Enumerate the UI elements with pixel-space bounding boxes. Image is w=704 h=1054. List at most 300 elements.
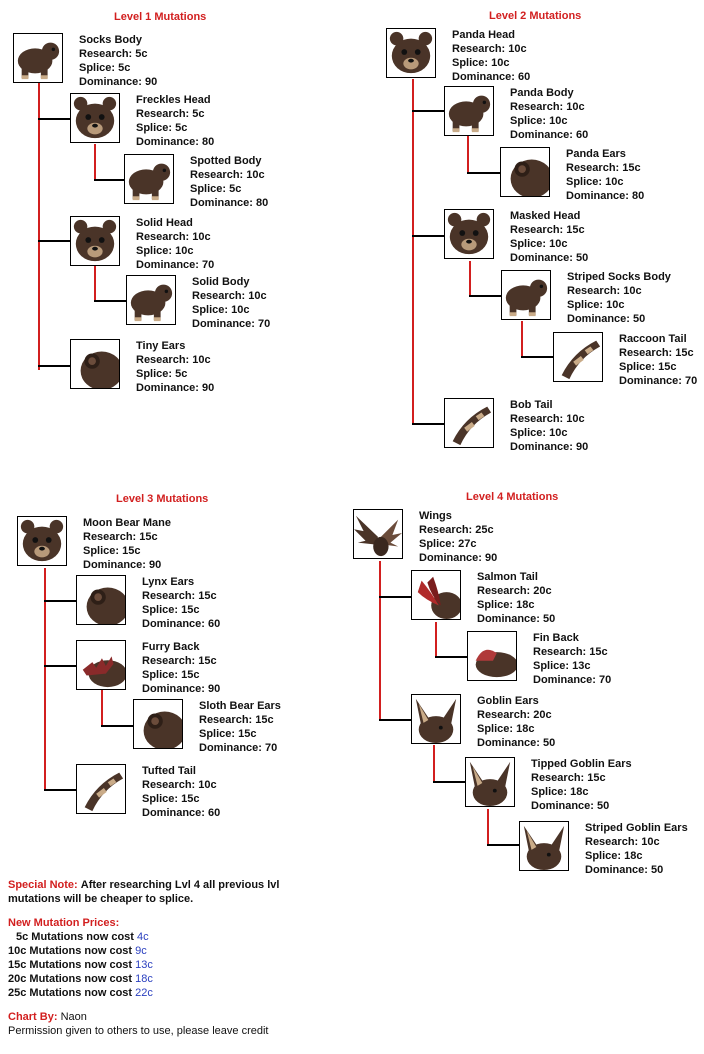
splice-label: Splice: [531, 786, 568, 798]
research-value: 10c [192, 354, 211, 366]
price-to: 13c [135, 959, 153, 971]
dominance-value: 60 [518, 71, 531, 83]
mutation-research [199, 713, 281, 727]
mutation-research [619, 346, 697, 360]
price-to: 18c [135, 973, 153, 985]
dominance-label: Dominance: [419, 552, 482, 564]
mutation-info [566, 147, 644, 203]
dominance-label: Dominance: [619, 375, 682, 387]
special-note-label: Special Note: [8, 879, 78, 891]
mutation-name: Wings [419, 510, 452, 522]
mutation-name: Furry Back [142, 641, 200, 653]
section-title-level-4: Level 4 Mutations [466, 491, 559, 503]
research-value: 10c [623, 285, 642, 297]
mutation-name: Bob Tail [510, 399, 553, 411]
mutation-splice [477, 598, 555, 612]
mutation-info [199, 699, 281, 755]
dominance-label: Dominance: [192, 318, 255, 330]
mutation-dominance [533, 673, 611, 687]
dominance-value: 50 [576, 252, 589, 264]
mutation-splice [192, 303, 270, 317]
research-value: 25c [475, 524, 494, 536]
mutation-research [79, 47, 157, 61]
mutation-info [585, 821, 688, 877]
mutation-info [567, 270, 671, 326]
dominance-value: 80 [256, 197, 269, 209]
mutation-name: Sloth Bear Ears [199, 700, 281, 712]
mutation-research [419, 523, 497, 537]
permission-text: Permission given to others to use, please leave credit [8, 1025, 269, 1037]
splice-label: Splice: [566, 176, 603, 188]
research-label: Research: [585, 836, 639, 848]
mutation-research [136, 107, 214, 121]
mutation-dominance [136, 258, 214, 272]
splice-value: 5c [229, 183, 242, 195]
splice-label: Splice: [190, 183, 227, 195]
dominance-value: 70 [258, 318, 271, 330]
dominance-label: Dominance: [510, 441, 573, 453]
price-from: 20c Mutations now cost [8, 973, 133, 985]
mutation-dominance [142, 682, 220, 696]
bear-head-icon [17, 516, 67, 566]
mutation-research [477, 708, 555, 722]
splice-value: 5c [175, 122, 188, 134]
mutation-splice [510, 426, 588, 440]
price-row [8, 958, 308, 972]
dominance-value: 50 [543, 613, 556, 625]
mutation-name: Tipped Goblin Ears [531, 758, 632, 770]
mutation-dominance [142, 617, 220, 631]
research-label: Research: [619, 347, 673, 359]
dominance-value: 80 [202, 136, 215, 148]
splice-value: 15c [238, 728, 257, 740]
mutation-info [477, 694, 555, 750]
mutation-dominance [419, 551, 497, 565]
mutation-info [619, 332, 697, 388]
splice-value: 10c [549, 238, 568, 250]
mutation-splice [419, 537, 497, 551]
mutation-research [477, 584, 555, 598]
section-title-level-3: Level 3 Mutations [116, 493, 209, 505]
dominance-value: 80 [632, 190, 645, 202]
splice-value: 10c [491, 57, 510, 69]
mutation-name: Lynx Ears [142, 576, 195, 588]
dominance-label: Dominance: [567, 313, 630, 325]
mutation-name: Solid Body [192, 276, 250, 288]
splice-value: 27c [458, 538, 477, 550]
credits [8, 1010, 308, 1038]
price-from: 5c Mutations now cost [16, 931, 134, 943]
tail-icon [76, 764, 126, 814]
pointed-ears-icon [465, 757, 515, 807]
mutation-info [477, 570, 555, 626]
dominance-value: 90 [576, 441, 589, 453]
mutation-dominance [567, 312, 671, 326]
dominance-value: 70 [265, 742, 278, 754]
research-value: 15c [198, 590, 217, 602]
ear-icon [70, 339, 120, 389]
price-to: 4c [137, 931, 149, 943]
mutation-name: Solid Head [136, 217, 193, 229]
research-label: Research: [142, 779, 196, 791]
mutation-splice [510, 237, 588, 251]
mutation-splice [567, 298, 671, 312]
mutation-research [136, 353, 214, 367]
mutation-dominance [83, 558, 171, 572]
tail-icon [553, 332, 603, 382]
research-label: Research: [477, 709, 531, 721]
price-to: 22c [135, 987, 153, 999]
research-label: Research: [142, 590, 196, 602]
mutation-info [531, 757, 632, 813]
price-to: 9c [135, 945, 147, 957]
bear-head-icon [70, 216, 120, 266]
mutation-dominance [452, 70, 530, 84]
splice-value: 15c [658, 361, 677, 373]
mutation-research [531, 771, 632, 785]
mutation-name: Fin Back [533, 632, 579, 644]
mutation-name: Striped Socks Body [567, 271, 671, 283]
dominance-value: 90 [208, 683, 221, 695]
research-label: Research: [567, 285, 621, 297]
fish-tail-icon [411, 570, 461, 620]
mutation-splice [142, 603, 220, 617]
mutation-splice [199, 727, 281, 741]
dominance-value: 90 [202, 382, 215, 394]
price-list-title: New Mutation Prices: [8, 917, 120, 929]
ear-icon [500, 147, 550, 197]
dominance-value: 50 [543, 737, 556, 749]
mutation-name: Panda Ears [566, 148, 626, 160]
mutation-splice [585, 849, 688, 863]
mutation-dominance [136, 135, 214, 149]
mutation-info [192, 275, 270, 331]
mutation-name: Spotted Body [190, 155, 262, 167]
splice-label: Splice: [510, 115, 547, 127]
mutation-info [510, 209, 588, 265]
mutation-dominance [136, 381, 214, 395]
dominance-value: 50 [651, 864, 664, 876]
research-value: 5c [192, 108, 205, 120]
mutation-info [510, 398, 588, 454]
dominance-label: Dominance: [531, 800, 594, 812]
mutation-research [142, 778, 220, 792]
mutation-info [452, 28, 530, 84]
dominance-label: Dominance: [477, 737, 540, 749]
price-from: 25c Mutations now cost [8, 987, 133, 999]
splice-label: Splice: [83, 545, 120, 557]
dominance-value: 70 [599, 674, 612, 686]
research-label: Research: [531, 772, 585, 784]
price-row [8, 944, 308, 958]
mutation-info [533, 631, 611, 687]
splice-value: 5c [118, 62, 131, 74]
mutation-dominance [79, 75, 157, 89]
research-value: 10c [192, 231, 211, 243]
splice-label: Splice: [192, 304, 229, 316]
research-value: 10c [566, 413, 585, 425]
price-row [8, 972, 308, 986]
mutation-research [585, 835, 688, 849]
research-value: 10c [566, 101, 585, 113]
mutation-research [567, 284, 671, 298]
dominance-label: Dominance: [510, 252, 573, 264]
dominance-value: 90 [145, 76, 158, 88]
research-value: 10c [508, 43, 527, 55]
research-label: Research: [192, 290, 246, 302]
mutation-research [83, 530, 171, 544]
mutation-dominance [190, 196, 268, 210]
mutation-research [510, 100, 588, 114]
mutation-dominance [477, 612, 555, 626]
splice-label: Splice: [142, 669, 179, 681]
dominance-value: 70 [202, 259, 215, 271]
research-label: Research: [79, 48, 133, 60]
dominance-label: Dominance: [142, 683, 205, 695]
research-label: Research: [83, 531, 137, 543]
bear-body-icon [501, 270, 551, 320]
splice-value: 18c [516, 723, 535, 735]
splice-value: 10c [231, 304, 250, 316]
splice-label: Splice: [199, 728, 236, 740]
dominance-label: Dominance: [142, 807, 205, 819]
special-note [8, 878, 308, 906]
mutation-name: Masked Head [510, 210, 581, 222]
dominance-value: 90 [149, 559, 162, 571]
mutation-research [533, 645, 611, 659]
section-title-level-2: Level 2 Mutations [489, 10, 582, 22]
splice-value: 15c [181, 793, 200, 805]
splice-label: Splice: [533, 660, 570, 672]
mutation-splice [477, 722, 555, 736]
mutation-name: Striped Goblin Ears [585, 822, 688, 834]
dominance-label: Dominance: [452, 71, 515, 83]
research-value: 15c [139, 531, 158, 543]
price-list [8, 916, 308, 1000]
research-value: 10c [248, 290, 267, 302]
research-label: Research: [452, 43, 506, 55]
mutation-splice [83, 544, 171, 558]
research-value: 20c [533, 709, 552, 721]
mutation-name: Raccoon Tail [619, 333, 687, 345]
mutation-name: Goblin Ears [477, 695, 539, 707]
ear-icon [76, 575, 126, 625]
dominance-label: Dominance: [533, 674, 596, 686]
mutation-dominance [566, 189, 644, 203]
dominance-value: 50 [597, 800, 610, 812]
mutation-info [142, 640, 220, 696]
mutation-dominance [199, 741, 281, 755]
tail-icon [444, 398, 494, 448]
wings-icon [353, 509, 403, 559]
mutation-dominance [510, 128, 588, 142]
mutation-info [136, 93, 214, 149]
price-from: 10c Mutations now cost [8, 945, 133, 957]
research-value: 15c [589, 646, 608, 658]
mutation-research [190, 168, 268, 182]
mutation-info [136, 216, 214, 272]
splice-value: 10c [605, 176, 624, 188]
chart-by-label: Chart By: [8, 1011, 58, 1023]
back-fur-icon [76, 640, 126, 690]
research-label: Research: [510, 224, 564, 236]
bear-body-icon [444, 86, 494, 136]
mutation-name: Socks Body [79, 34, 142, 46]
mutation-splice [136, 244, 214, 258]
dominance-value: 70 [685, 375, 698, 387]
mutation-dominance [585, 863, 688, 877]
splice-value: 15c [122, 545, 141, 557]
splice-value: 10c [549, 115, 568, 127]
mutation-research [192, 289, 270, 303]
mutation-name: Panda Body [510, 87, 574, 99]
mutation-name: Moon Bear Mane [83, 517, 172, 529]
splice-label: Splice: [142, 604, 179, 616]
bear-body-icon [126, 275, 176, 325]
bear-head-icon [444, 209, 494, 259]
mutation-info [83, 516, 171, 572]
special-note-text: After researching Lvl 4 all previous lvl mutations will be cheaper to splice. [8, 879, 280, 905]
research-value: 10c [198, 779, 217, 791]
splice-label: Splice: [510, 238, 547, 250]
mutation-info [510, 86, 588, 142]
dominance-value: 90 [485, 552, 498, 564]
mutation-name: Tiny Ears [136, 340, 186, 352]
mutation-splice [136, 367, 214, 381]
research-value: 10c [641, 836, 660, 848]
mutation-splice [142, 668, 220, 682]
mutation-splice [566, 175, 644, 189]
research-label: Research: [419, 524, 473, 536]
mutation-dominance [531, 799, 632, 813]
research-label: Research: [136, 354, 190, 366]
research-value: 10c [246, 169, 265, 181]
research-label: Research: [136, 231, 190, 243]
dominance-value: 60 [208, 807, 221, 819]
dominance-label: Dominance: [585, 864, 648, 876]
mutation-dominance [142, 806, 220, 820]
splice-label: Splice: [510, 427, 547, 439]
bear-head-icon [70, 93, 120, 143]
dominance-label: Dominance: [79, 76, 142, 88]
mutation-splice [510, 114, 588, 128]
mutation-research [142, 589, 220, 603]
splice-label: Splice: [419, 538, 456, 550]
research-label: Research: [566, 162, 620, 174]
dominance-label: Dominance: [477, 613, 540, 625]
research-label: Research: [510, 101, 564, 113]
research-label: Research: [477, 585, 531, 597]
splice-value: 18c [516, 599, 535, 611]
mutation-info [142, 575, 220, 631]
research-label: Research: [510, 413, 564, 425]
research-label: Research: [142, 655, 196, 667]
mutation-research [510, 412, 588, 426]
mutation-splice [533, 659, 611, 673]
chart-by-name: Naon [60, 1011, 87, 1023]
mutation-dominance [510, 440, 588, 454]
dominance-label: Dominance: [510, 129, 573, 141]
mutation-info [79, 33, 157, 89]
dominance-value: 60 [208, 618, 221, 630]
splice-label: Splice: [79, 62, 116, 74]
research-label: Research: [533, 646, 587, 658]
mutation-splice [190, 182, 268, 196]
dominance-label: Dominance: [199, 742, 262, 754]
price-row [8, 986, 308, 1000]
mutation-splice [142, 792, 220, 806]
mutation-info [419, 509, 497, 565]
research-value: 15c [198, 655, 217, 667]
bear-body-icon [124, 154, 174, 204]
dominance-value: 50 [633, 313, 646, 325]
research-value: 20c [533, 585, 552, 597]
splice-value: 15c [181, 604, 200, 616]
mutation-research [136, 230, 214, 244]
mutation-name: Freckles Head [136, 94, 211, 106]
section-title-level-1: Level 1 Mutations [114, 11, 207, 23]
splice-label: Splice: [136, 245, 173, 257]
splice-label: Splice: [136, 122, 173, 134]
splice-label: Splice: [142, 793, 179, 805]
research-value: 15c [255, 714, 274, 726]
dominance-label: Dominance: [566, 190, 629, 202]
splice-value: 18c [570, 786, 589, 798]
research-value: 5c [135, 48, 148, 60]
splice-value: 5c [175, 368, 188, 380]
mutation-research [510, 223, 588, 237]
splice-label: Splice: [477, 599, 514, 611]
price-from: 15c Mutations now cost [8, 959, 133, 971]
pointed-ears-icon [519, 821, 569, 871]
mutation-splice [136, 121, 214, 135]
splice-label: Splice: [567, 299, 604, 311]
splice-value: 10c [606, 299, 625, 311]
splice-label: Splice: [619, 361, 656, 373]
dominance-label: Dominance: [142, 618, 205, 630]
mutation-dominance [477, 736, 555, 750]
mutation-dominance [192, 317, 270, 331]
mutation-splice [531, 785, 632, 799]
price-row [8, 930, 308, 944]
fin-icon [467, 631, 517, 681]
splice-value: 13c [572, 660, 591, 672]
splice-label: Splice: [585, 850, 622, 862]
dominance-label: Dominance: [136, 136, 199, 148]
mutation-info [190, 154, 268, 210]
dominance-label: Dominance: [83, 559, 146, 571]
research-value: 15c [675, 347, 694, 359]
mutation-info [142, 764, 220, 820]
splice-label: Splice: [477, 723, 514, 735]
dominance-label: Dominance: [136, 382, 199, 394]
mutation-name: Panda Head [452, 29, 515, 41]
mutation-research [452, 42, 530, 56]
mutation-splice [619, 360, 697, 374]
mutation-splice [452, 56, 530, 70]
mutation-name: Salmon Tail [477, 571, 538, 583]
splice-label: Splice: [452, 57, 489, 69]
splice-value: 15c [181, 669, 200, 681]
research-label: Research: [199, 714, 253, 726]
splice-value: 10c [549, 427, 568, 439]
dominance-value: 60 [576, 129, 589, 141]
research-label: Research: [190, 169, 244, 181]
mutation-research [566, 161, 644, 175]
splice-value: 10c [175, 245, 194, 257]
research-value: 15c [587, 772, 606, 784]
mutation-dominance [510, 251, 588, 265]
